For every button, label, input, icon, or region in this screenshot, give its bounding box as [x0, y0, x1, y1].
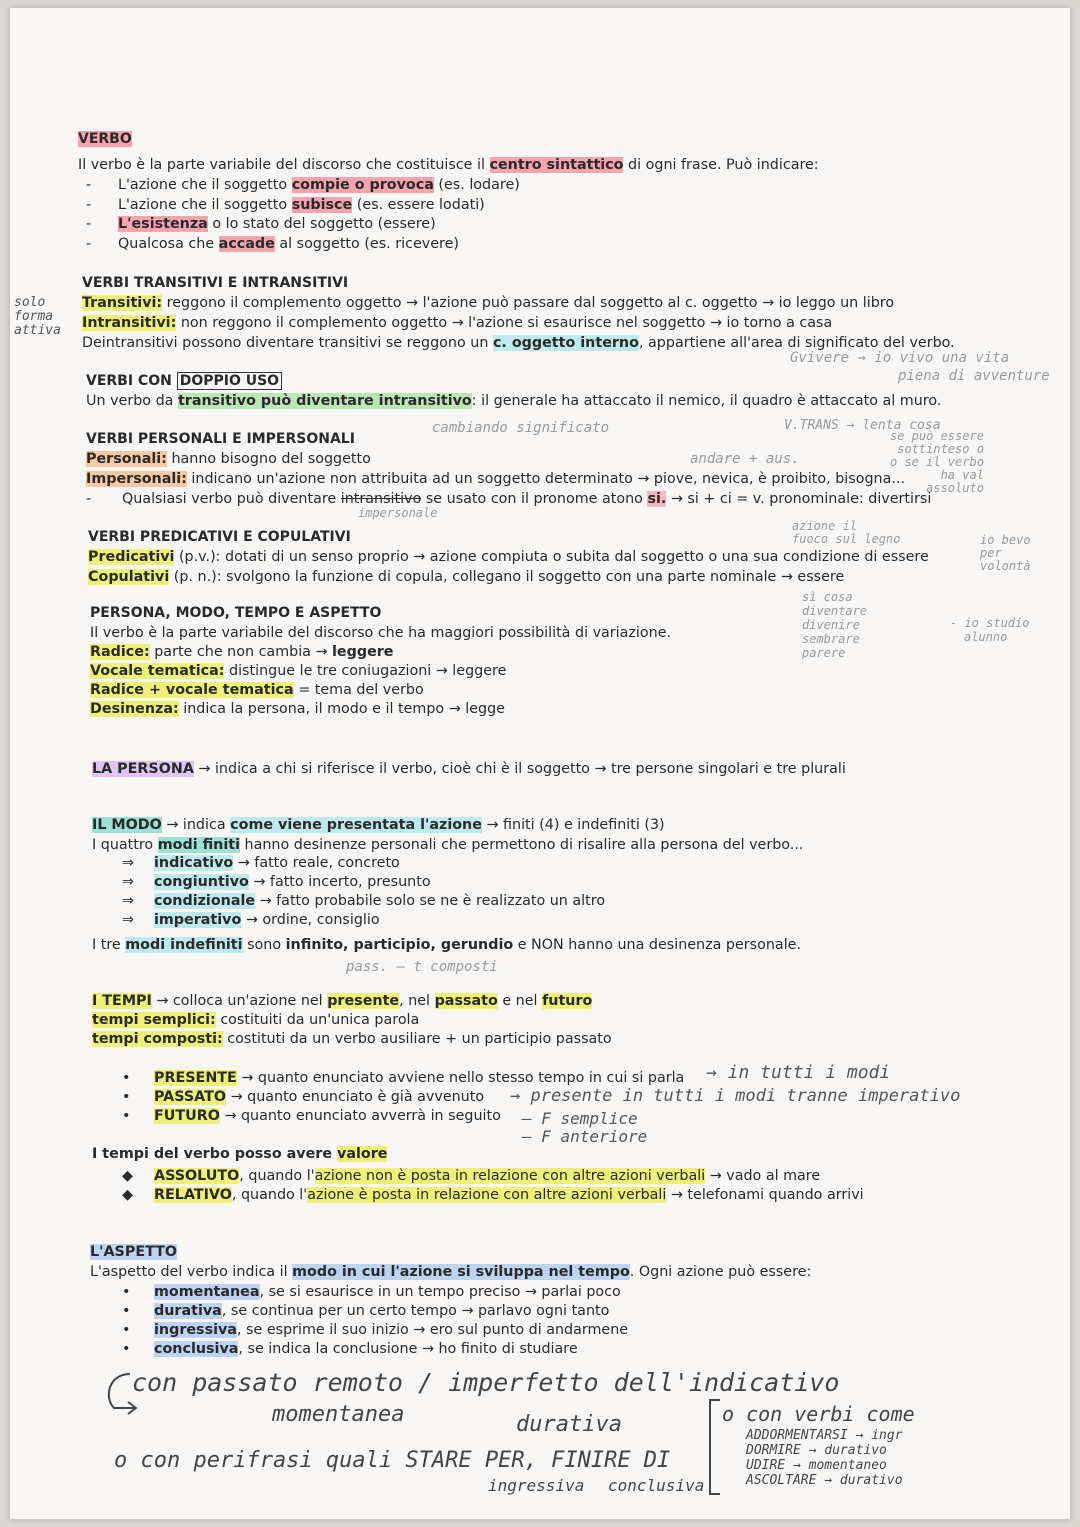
list-item: • durativa, se continua per un certo tempo → parlavo ogni tanto — [122, 1303, 610, 1319]
aspetto-list — [122, 1283, 628, 1359]
handwritten-note: - io studio alunno — [950, 616, 1030, 644]
verbo-list — [86, 176, 520, 254]
list-item: • PASSATO → quanto enunciato è già avvenuto — [122, 1089, 485, 1105]
handwritten-note: → in tutti i modi — [706, 1062, 891, 1083]
modo-finiti-intro: I quattro modi finiti hanno desinenze personali che permettono di risalire alla persona del verbo... — [92, 837, 804, 853]
transitivi-def: Transitivi: reggono il complemento oggetto → l'azione può passare dal soggetto al c. oggetto → io leggo un libro — [82, 295, 895, 311]
list-item: - Qualcosa che accade al soggetto (es. ricevere) — [86, 235, 459, 252]
modi-finiti-list — [122, 854, 605, 930]
handwritten-note: pass. – t composti — [346, 959, 498, 975]
list-item: - L'azione che il soggetto subisce (es. essere lodati) — [86, 196, 485, 213]
list-item: • FUTURO → quanto enunciato avverrà in seguito — [122, 1108, 501, 1124]
persona-modo-intro: Il verbo è la parte variabile del discorso che ha maggiori possibilità di variazione. — [90, 625, 672, 641]
tempi-valore: I tempi del verbo posso avere valore — [92, 1146, 388, 1162]
margin-note: solo forma attiva — [14, 295, 61, 338]
list-item: • conclusiva, se indica la conclusione → ho finito di studiare — [122, 1341, 578, 1357]
handwritten-note: → presente in tutti i modi tranne imperativo — [510, 1086, 961, 1106]
handwritten-note: Gvivere → io vivo una vita — [790, 350, 1010, 366]
list-item: • PRESENTE → quanto enunciato avviene nello stesso tempo in cui si parla — [122, 1070, 685, 1086]
handwritten-note: o con verbi come — [722, 1402, 915, 1426]
section-title-transitivi: VERBI TRANSITIVI E INTRANSITIVI — [82, 275, 349, 291]
handwritten-note: momentanea — [272, 1402, 405, 1427]
intransitivi-def: Intransitivi: non reggono il complemento oggetto → l'azione si esaurisce nel soggetto → io torno a casa — [82, 315, 833, 331]
tempi-semplici: tempi semplici: costituiti da un'unica parola — [92, 1012, 420, 1028]
section-title-doppio-uso: VERBI CON DOPPIO USO — [86, 372, 282, 391]
tempi-composti: tempi composti: costituti da un verbo ausiliare + un participio passato — [92, 1031, 612, 1047]
list-item: ⇒ imperativo → ordine, consiglio — [122, 912, 380, 928]
list-item: ◆ ASSOLUTO, quando l'azione non è posta in relazione con altre azioni verbali → vado al mare — [122, 1168, 821, 1184]
handwritten-note: sì cosa diventare divenire sembrare parere — [802, 590, 868, 660]
handwritten-note: andare + aus. — [690, 451, 800, 467]
list-item: ◆ RELATIVO, quando l'azione è posta in relazione con altre azioni verbali → telefonami quando arrivi — [122, 1187, 864, 1203]
verbo-intro: Il verbo è la parte variabile del discorso che costituisce il centro sintattico di ogni frase. Può indicare: — [78, 157, 819, 173]
copulativi-def: Copulativi (p. n.): svolgono la funzione di copula, collegano il soggetto con una parte nominale → essere — [88, 569, 845, 585]
doppio-uso-def: Un verbo da transitivo può diventare intransitivo: il generale ha attaccato il nemico, il quadro è attaccato al muro. — [86, 393, 942, 409]
notes-page — [10, 8, 1070, 1519]
handwritten-note: piena di avventure — [898, 368, 1050, 384]
handwritten-note: se può essere sottinteso o o se il verbo ha val assoluto — [890, 429, 984, 495]
handwritten-note: azione il fuoco sul legno — [792, 519, 901, 546]
handwritten-note: ADDORMENTARSI → ingr DORMIRE → durativo UDIRE → momentaneo ASCOLTARE → durativo — [746, 1428, 903, 1488]
section-title-personali: VERBI PERSONALI E IMPERSONALI — [86, 431, 355, 447]
list-item: - L'esistenza o lo stato del soggetto (essere) — [86, 216, 436, 232]
modo-def: IL MODO → indica come viene presentata l'azione → finiti (4) e indefiniti (3) — [92, 817, 665, 833]
handwritten-note: impersonale — [358, 506, 438, 520]
handwritten-note: durativa — [516, 1412, 622, 1437]
valori-list — [122, 1167, 864, 1205]
persona-def: LA PERSONA → indica a chi si riferisce il verbo, cioè chi è il soggetto → tre persone singolari e tre plurali — [92, 761, 846, 777]
handwritten-note: ingressiva — [488, 1476, 585, 1495]
list-item: ⇒ indicativo → fatto reale, concreto — [122, 855, 400, 871]
impersonali-def: Impersonali: indicano un'azione non attribuita ad un soggetto determinato → piove, nevica, è proibito, bisogna... — [86, 471, 906, 487]
predicativi-def: Predicativi (p.v.): dotati di un senso proprio → azione compiuta o subita dal soggetto o una sua condizione di essere — [88, 549, 929, 565]
handwritten-note: conclusiva — [608, 1476, 705, 1495]
list-item: - L'azione che il soggetto compie o provoca (es. lodare) — [86, 177, 520, 193]
handwritten-note: con passato remoto / imperfetto dell'indicativo — [132, 1368, 840, 1397]
section-title-aspetto: L'ASPETTO — [90, 1244, 178, 1260]
tema-def: Radice + vocale tematica = tema del verbo — [90, 682, 424, 698]
handwritten-note: o con perifrasi quali STARE PER, FINIRE DI — [114, 1448, 671, 1473]
handwritten-note: – F semplice – F anteriore — [522, 1109, 648, 1146]
section-title-verbo: VERBO — [78, 131, 132, 147]
handwritten-note: V.TRANS → lenta cosa — [784, 418, 941, 433]
intransitivi-note: Deintransitivi possono diventare transitivi se reggono un c. oggetto interno, appartiene all'area di significato del verbo. — [82, 335, 955, 351]
list-item: ⇒ congiuntivo → fatto incerto, presunto — [122, 874, 431, 890]
list-item: • momentanea, se si esaurisce in un tempo preciso → parlai poco — [122, 1284, 621, 1300]
handwritten-note: io bevo per volontà — [980, 533, 1031, 573]
desinenza-def: Desinenza: indica la persona, il modo e il tempo → legge — [90, 701, 505, 717]
aspetto-def: L'aspetto del verbo indica il modo in cui l'azione si sviluppa nel tempo. Ogni azione può essere: — [90, 1264, 812, 1280]
section-title-persona-modo: PERSONA, MODO, TEMPO E ASPETTO — [90, 605, 382, 621]
modi-indefiniti: I tre modi indefiniti sono infinito, participio, gerundio e NON hanno una desinenza personale. — [92, 937, 802, 953]
impersonali-sub: - Qualsiasi verbo può diventare intransitivo se usato con il pronome atono si. → si + ci = v. pronominale: divertirsi — [86, 491, 932, 507]
handwritten-note: cambiando significato — [432, 420, 610, 436]
tempi-def: I TEMPI → colloca un'azione nel presente, nel passato e nel futuro — [92, 993, 593, 1009]
personali-def: Personali: hanno bisogno del soggetto — [86, 451, 371, 467]
list-item: ⇒ condizionale → fatto probabile solo se ne è realizzato un altro — [122, 893, 606, 909]
list-item: • ingressiva, se esprime il suo inizio → ero sul punto di andarmene — [122, 1322, 629, 1338]
section-title-predicativi: VERBI PREDICATIVI E COPULATIVI — [88, 529, 351, 545]
radice-def: Radice: parte che non cambia → leggere — [90, 644, 394, 660]
vocale-def: Vocale tematica: distingue le tre coniugazioni → leggere — [90, 663, 507, 679]
